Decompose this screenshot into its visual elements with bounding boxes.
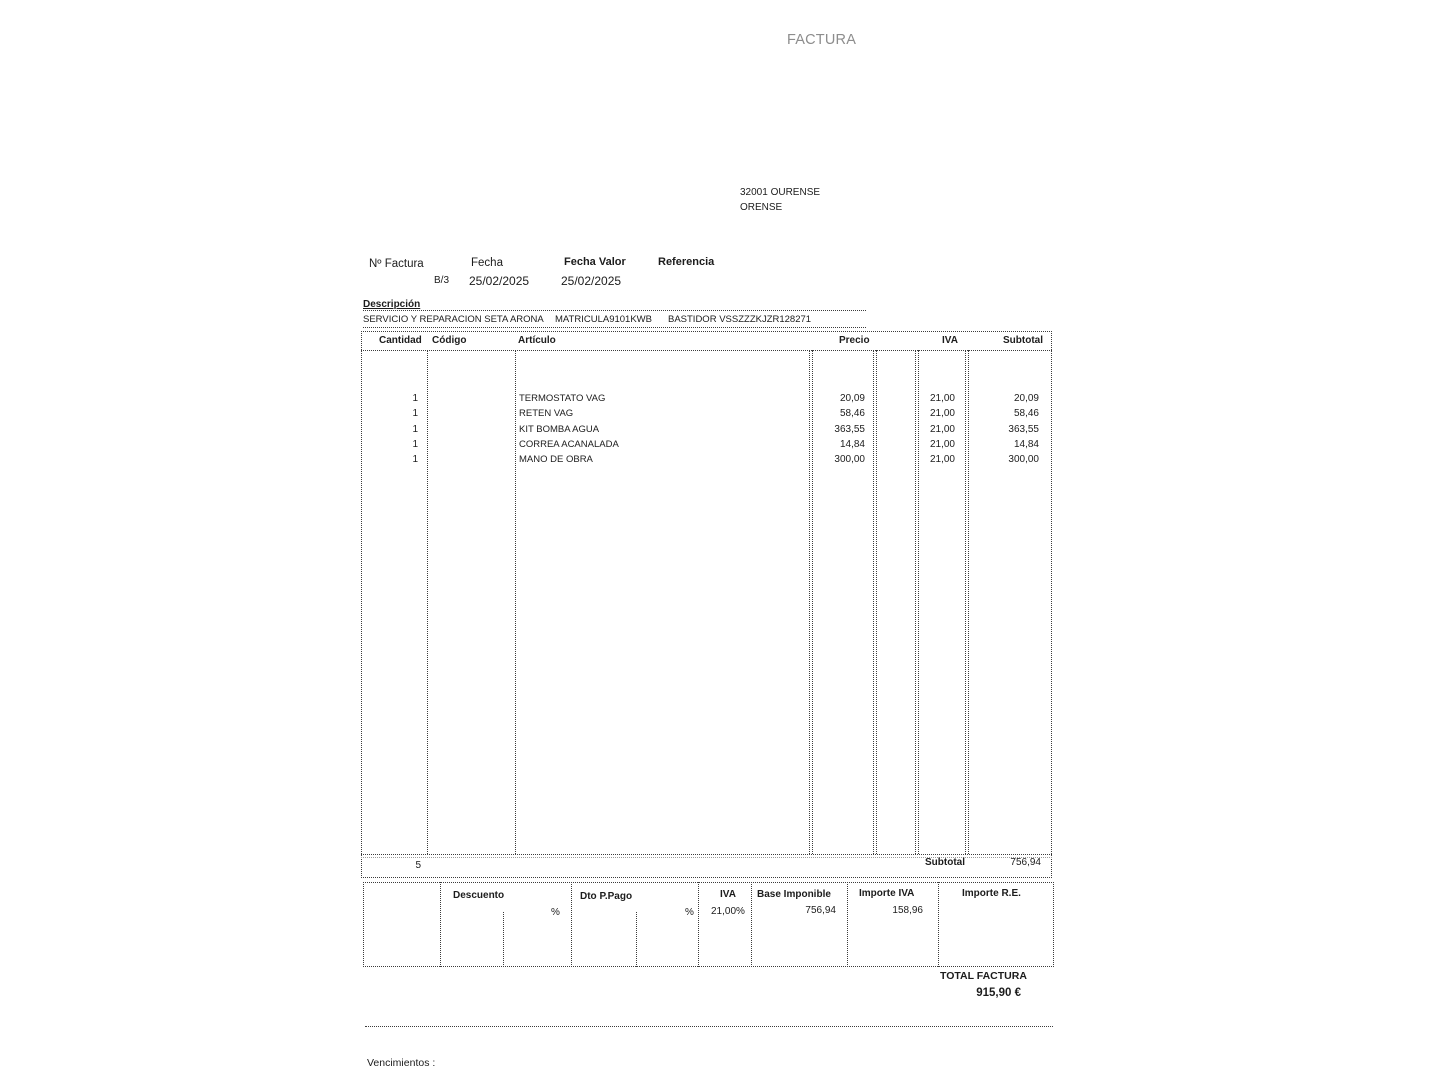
table-row xyxy=(0,393,1440,405)
column-header-quantity: Cantidad xyxy=(379,335,422,346)
row-price: 14,84 xyxy=(839,439,865,450)
description-label: Descripción xyxy=(363,299,421,310)
row-subtotal: 363,55 xyxy=(1008,424,1039,435)
tax-base-label: Base Imponible xyxy=(757,889,831,900)
invoice-number: B/3 xyxy=(434,275,450,286)
row-vat: 21,00 xyxy=(929,439,955,450)
column-header-price: Precio xyxy=(839,335,870,346)
row-vat: 21,00 xyxy=(929,393,955,404)
row-quantity: 1 xyxy=(412,454,418,465)
description-divider xyxy=(363,310,866,311)
items-header-row xyxy=(0,335,1440,347)
address-postal-city: 32001 OURENSE xyxy=(740,187,821,198)
description-service: SERVICIO Y REPARACION SETA ARONA xyxy=(363,314,544,325)
table-row xyxy=(0,439,1440,451)
description-divider xyxy=(363,327,866,328)
address-province: ORENSE xyxy=(740,202,783,213)
total-label: TOTAL FACTURA xyxy=(940,970,1027,982)
vat-amount-value: 158,96 xyxy=(892,905,923,916)
row-subtotal: 14,84 xyxy=(1013,439,1039,450)
summary-subcolumn-divider xyxy=(503,912,504,967)
table-row xyxy=(0,424,1440,436)
value-date: 25/02/2025 xyxy=(561,274,622,288)
table-row xyxy=(0,408,1440,420)
total-amount: 915,90 € xyxy=(976,987,1021,999)
row-subtotal: 300,00 xyxy=(1008,454,1039,465)
date-label: Fecha xyxy=(471,257,503,269)
description-plate: MATRICULA9101KWB xyxy=(555,314,652,325)
row-article: MANO DE OBRA xyxy=(519,454,593,465)
items-totals-divider xyxy=(361,854,1052,855)
document-title: FACTURA xyxy=(787,32,857,48)
summary-column-divider xyxy=(847,882,848,967)
early-payment-label: Dto P.Pago xyxy=(580,891,633,902)
table-row xyxy=(0,454,1440,466)
row-subtotal: 58,46 xyxy=(1013,408,1039,419)
summary-subcolumn-divider xyxy=(636,912,637,967)
value-date-label: Fecha Valor xyxy=(564,256,626,268)
column-header-article: Artículo xyxy=(518,335,556,346)
row-quantity: 1 xyxy=(412,408,418,419)
summary-column-divider xyxy=(571,882,572,967)
row-price: 300,00 xyxy=(834,454,865,465)
items-header-divider xyxy=(361,350,1052,351)
discount-label: Descuento xyxy=(453,890,505,901)
total-quantity: 5 xyxy=(415,860,421,871)
summary-column-divider xyxy=(938,882,939,967)
vat-label: IVA xyxy=(720,889,736,900)
tax-base-value: 756,94 xyxy=(805,905,836,916)
row-subtotal: 20,09 xyxy=(1013,393,1039,404)
column-header-vat: IVA xyxy=(942,335,958,346)
invoice-date: 25/02/2025 xyxy=(469,274,530,288)
invoice-number-label: Nº Factura xyxy=(369,258,424,270)
vat-rate: 21,00% xyxy=(711,906,745,917)
summary-column-divider xyxy=(698,882,699,967)
items-subtotal-value: 756,94 xyxy=(1010,857,1041,868)
vat-amount-label: Importe IVA xyxy=(859,888,915,899)
row-article: KIT BOMBA AGUA xyxy=(519,424,600,435)
row-vat: 21,00 xyxy=(929,408,955,419)
summary-column-divider xyxy=(751,882,752,967)
surcharge-label: Importe R.E. xyxy=(962,888,1021,899)
due-dates-label: Vencimientos : xyxy=(367,1057,436,1069)
row-article: CORREA ACANALADA xyxy=(519,439,619,450)
column-header-code: Código xyxy=(432,335,467,346)
description-chassis: BASTIDOR VSSZZZKJZR128271 xyxy=(668,314,812,325)
row-price: 363,55 xyxy=(834,424,865,435)
footer-divider xyxy=(365,1026,1053,1027)
row-quantity: 1 xyxy=(412,393,418,404)
row-article: TERMOSTATO VAG xyxy=(519,393,606,404)
discount-percent-sign: % xyxy=(551,907,560,918)
items-subtotal-label: Subtotal xyxy=(925,857,965,868)
column-header-subtotal: Subtotal xyxy=(1003,335,1043,346)
summary-column-divider xyxy=(440,882,441,967)
items-totals-row xyxy=(0,857,1440,869)
row-article: RETEN VAG xyxy=(519,408,574,419)
early-payment-percent-sign: % xyxy=(685,907,694,918)
row-price: 58,46 xyxy=(839,408,865,419)
row-quantity: 1 xyxy=(412,424,418,435)
row-vat: 21,00 xyxy=(929,454,955,465)
row-price: 20,09 xyxy=(839,393,865,404)
row-quantity: 1 xyxy=(412,439,418,450)
reference-label: Referencia xyxy=(658,256,715,268)
row-vat: 21,00 xyxy=(929,424,955,435)
